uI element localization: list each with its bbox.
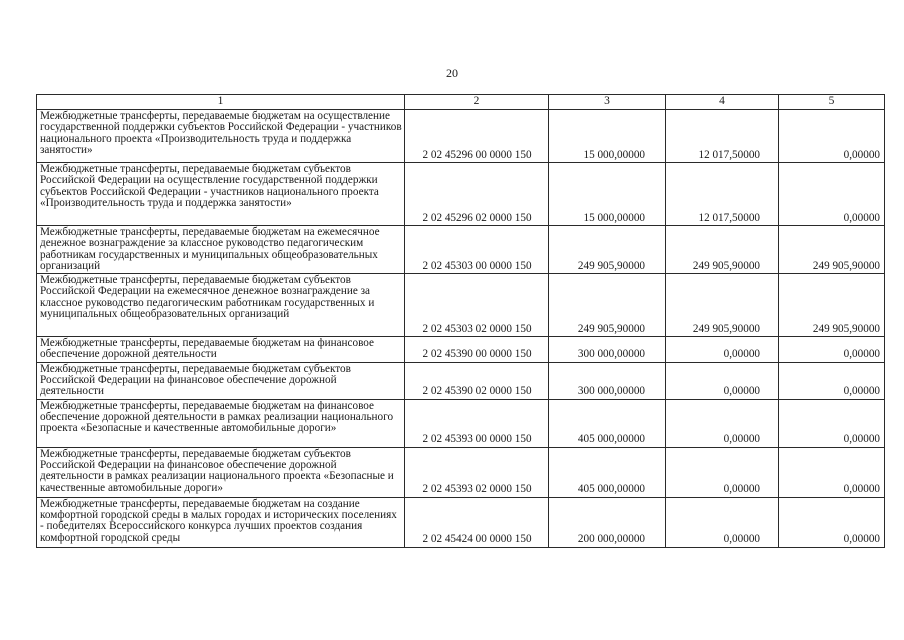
row-value-col4: 0,00000 <box>666 337 779 363</box>
row-value-col5: 0,00000 <box>779 163 885 226</box>
row-description: Межбюджетные трансферты, передаваемые бюджетам субъектов Российской Федерации на ежемесячное денежное вознаграждение за классное руководство педагогическим работникам государственных и муниципальных общеобразовательных организаций <box>37 274 405 337</box>
table-row <box>37 110 885 163</box>
row-value-col5: 249 905,90000 <box>779 226 885 274</box>
row-code: 2 02 45303 02 0000 150 <box>405 274 549 337</box>
table-row <box>37 447 885 497</box>
row-code: 2 02 45296 02 0000 150 <box>405 163 549 226</box>
row-value-col4: 0,00000 <box>666 497 779 547</box>
row-code: 2 02 45390 00 0000 150 <box>405 337 549 363</box>
table-row <box>37 362 885 399</box>
row-value-col5: 0,00000 <box>779 447 885 497</box>
row-code: 2 02 45424 00 0000 150 <box>405 497 549 547</box>
row-value-col5: 0,00000 <box>779 497 885 547</box>
row-value-col5: 249 905,90000 <box>779 274 885 337</box>
row-value-col3: 300 000,00000 <box>549 337 666 363</box>
row-value-col5: 0,00000 <box>779 110 885 163</box>
row-value-col4: 249 905,90000 <box>666 274 779 337</box>
row-value-col4: 12 017,50000 <box>666 110 779 163</box>
table-header-row <box>37 95 885 110</box>
budget-table <box>36 94 885 548</box>
column-header-4: 4 <box>666 95 779 110</box>
column-header-5: 5 <box>779 95 885 110</box>
row-code: 2 02 45393 02 0000 150 <box>405 447 549 497</box>
row-value-col3: 249 905,90000 <box>549 226 666 274</box>
row-description: Межбюджетные трансферты, передаваемые бюджетам субъектов Российской Федерации на финансовое обеспечение дорожной деятельности в рамках реализации национального проекта «Безопасные и качественные автомобильные дороги» <box>37 447 405 497</box>
row-description: Межбюджетные трансферты, передаваемые бюджетам субъектов Российской Федерации на финансовое обеспечение дорожной деятельности <box>37 362 405 399</box>
table-row <box>37 226 885 274</box>
page-number: 20 <box>446 66 458 80</box>
table-row <box>37 163 885 226</box>
row-code: 2 02 45303 00 0000 150 <box>405 226 549 274</box>
column-header-2: 2 <box>405 95 549 110</box>
row-value-col3: 15 000,00000 <box>549 110 666 163</box>
row-value-col5: 0,00000 <box>779 399 885 447</box>
row-description: Межбюджетные трансферты, передаваемые бюджетам на финансовое обеспечение дорожной деятельности в рамках реализации национального проекта «Безопасные и качественные автомобильные дороги» <box>37 399 405 447</box>
column-header-3: 3 <box>549 95 666 110</box>
row-value-col5: 0,00000 <box>779 362 885 399</box>
row-description: Межбюджетные трансферты, передаваемые бюджетам на ежемесячное денежное вознаграждение за классное руководство педагогическим работникам государственных и муниципальных общеобразовательных организаций <box>37 226 405 274</box>
column-header-1: 1 <box>37 95 405 110</box>
row-value-col4: 0,00000 <box>666 447 779 497</box>
row-value-col3: 15 000,00000 <box>549 163 666 226</box>
table-row <box>37 399 885 447</box>
row-value-col3: 405 000,00000 <box>549 447 666 497</box>
row-code: 2 02 45296 00 0000 150 <box>405 110 549 163</box>
row-code: 2 02 45393 00 0000 150 <box>405 399 549 447</box>
table-row <box>37 274 885 337</box>
table-body <box>37 95 885 548</box>
row-value-col3: 249 905,90000 <box>549 274 666 337</box>
row-value-col3: 200 000,00000 <box>549 497 666 547</box>
row-value-col5: 0,00000 <box>779 337 885 363</box>
row-value-col4: 12 017,50000 <box>666 163 779 226</box>
row-value-col4: 0,00000 <box>666 362 779 399</box>
row-code: 2 02 45390 02 0000 150 <box>405 362 549 399</box>
row-description: Межбюджетные трансферты, передаваемые бюджетам субъектов Российской Федерации на осуществление государственной поддержки субъектов Российской Федерации - участников национального проекта «Производительность труда и поддержка занятости» <box>37 163 405 226</box>
row-description: Межбюджетные трансферты, передаваемые бюджетам на создание комфортной городской среды в малых городах и исторических поселениях - победителях Всероссийского конкурса лучших проектов создания комфортной городской среды <box>37 497 405 547</box>
row-description: Межбюджетные трансферты, передаваемые бюджетам на финансовое обеспечение дорожной деятельности <box>37 337 405 363</box>
row-value-col3: 300 000,00000 <box>549 362 666 399</box>
row-value-col4: 0,00000 <box>666 399 779 447</box>
table-row <box>37 497 885 547</box>
row-value-col3: 405 000,00000 <box>549 399 666 447</box>
table-row <box>37 337 885 363</box>
row-value-col4: 249 905,90000 <box>666 226 779 274</box>
row-description: Межбюджетные трансферты, передаваемые бюджетам на осуществление государственной поддержки субъектов Российской Федерации - участников национального проекта «Производительность труда и поддержка занятости» <box>37 110 405 163</box>
